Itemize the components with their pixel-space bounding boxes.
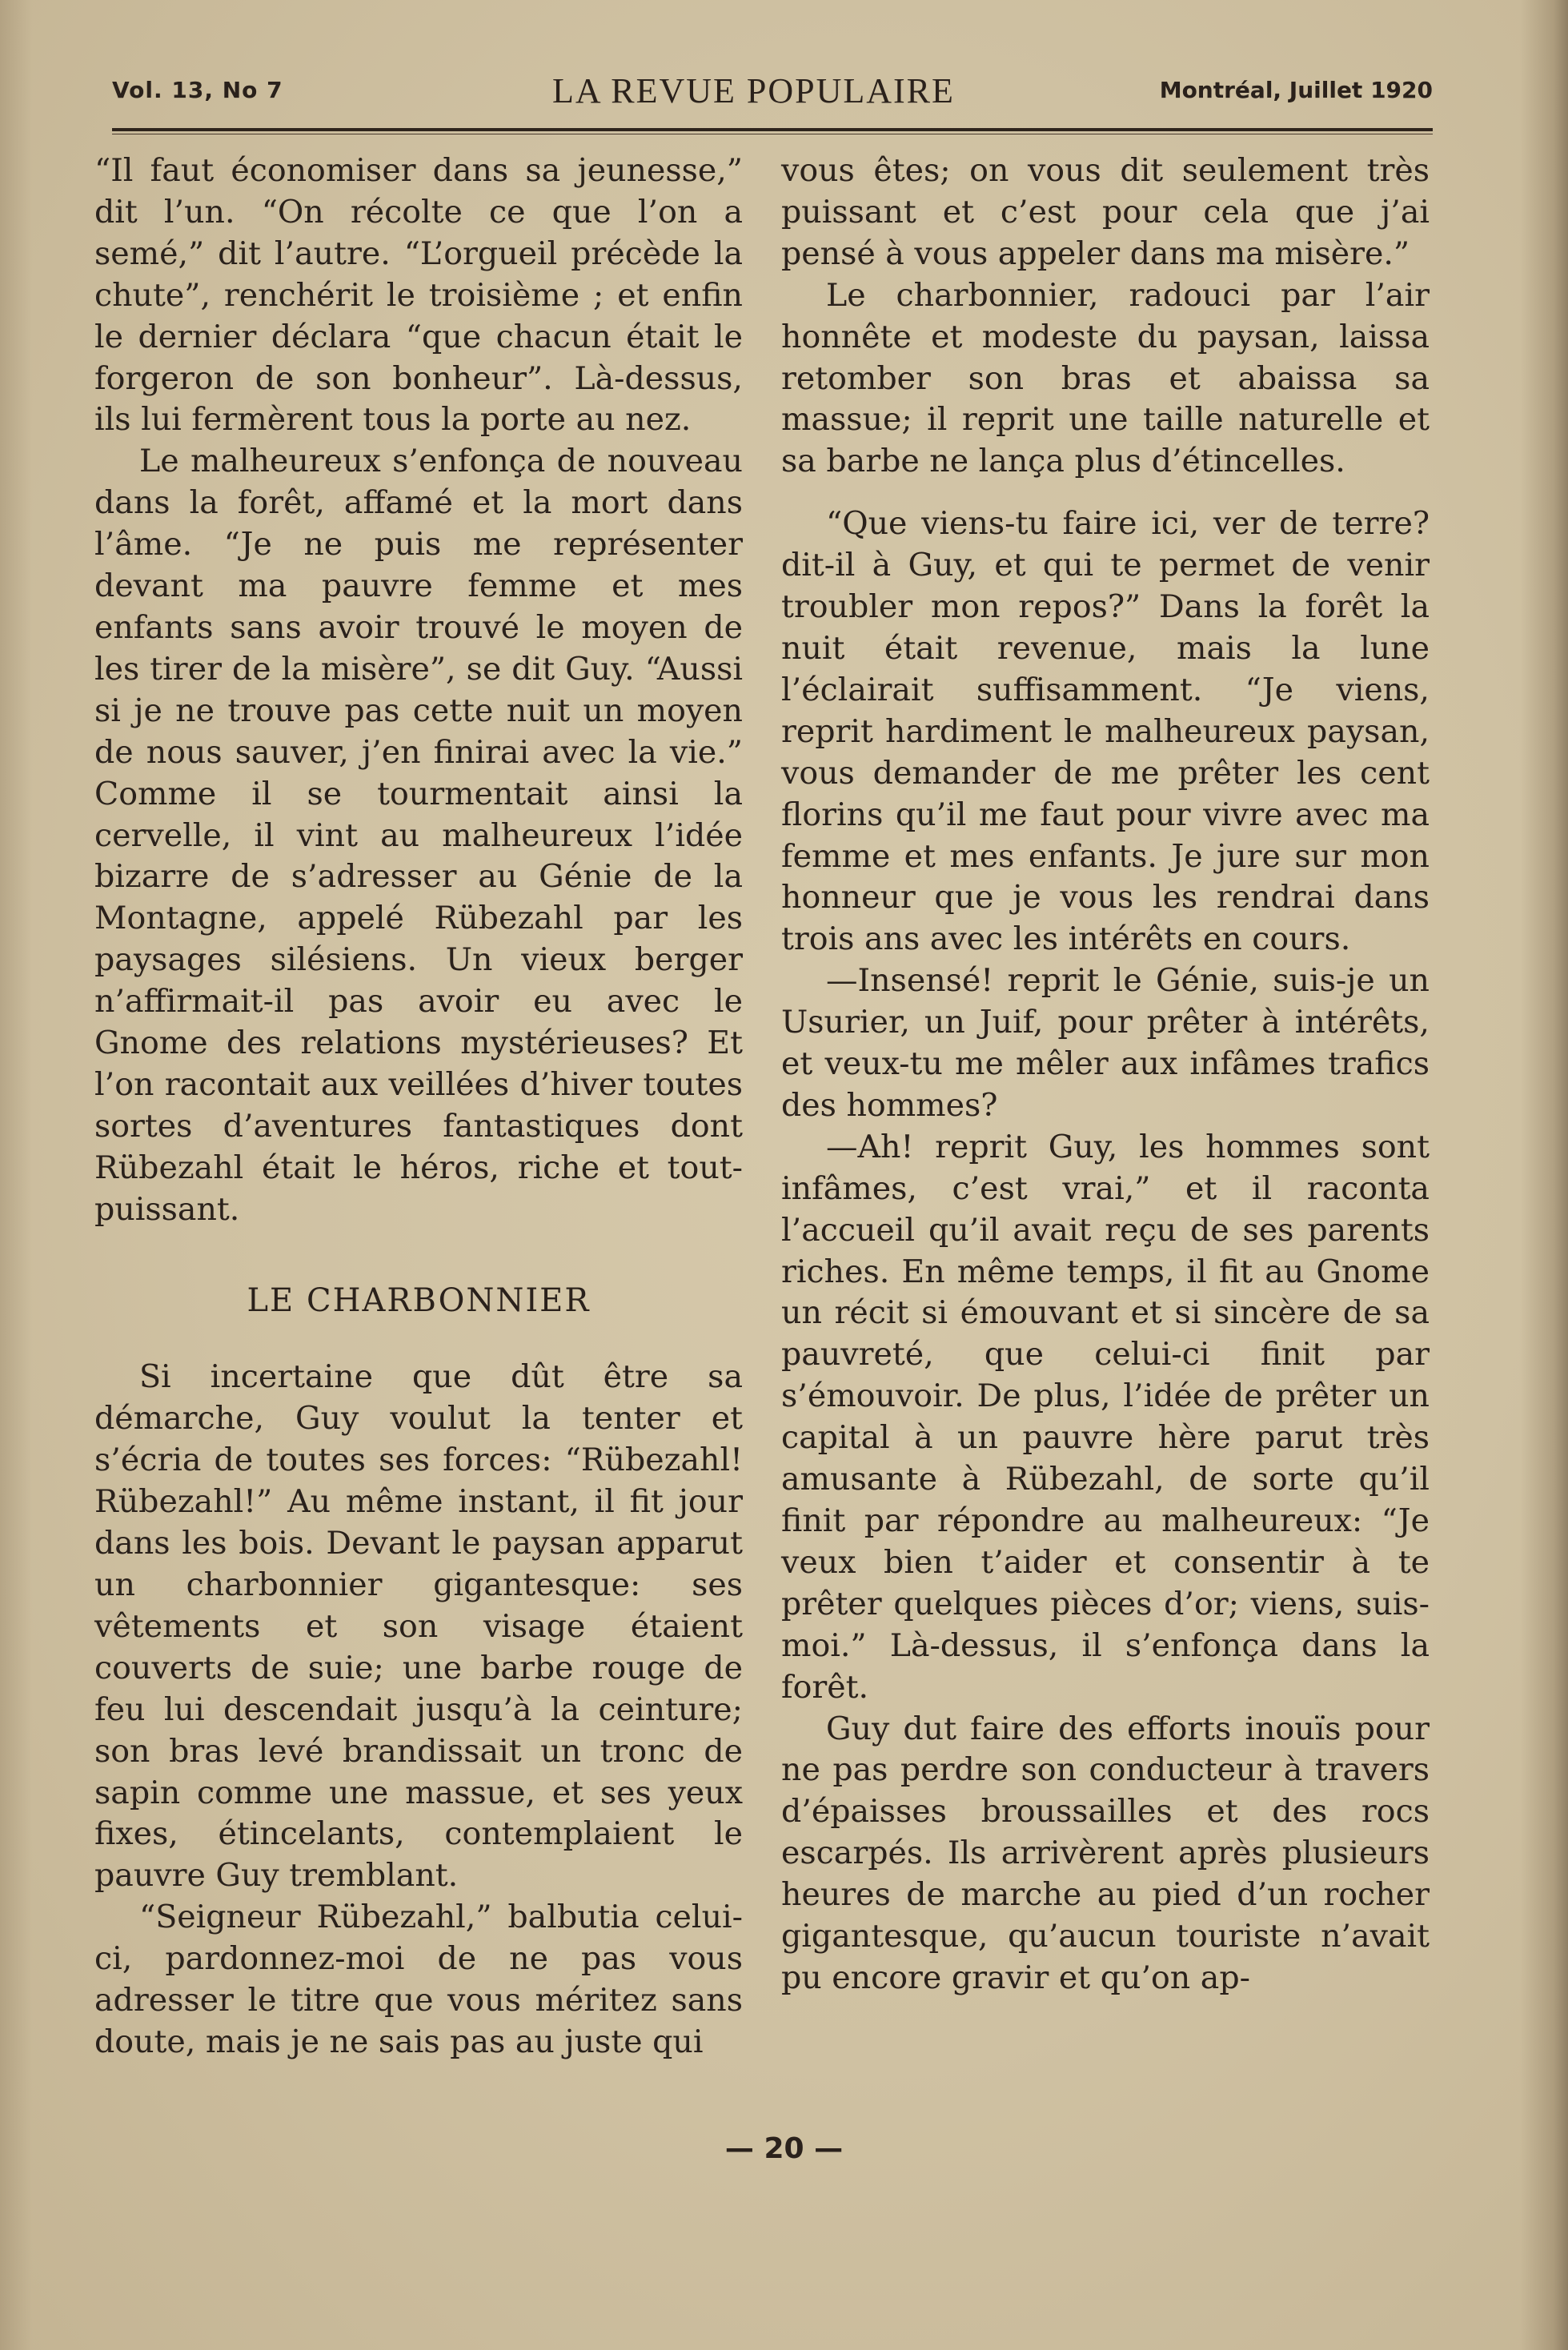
paragraph: “Seigneur Rübezahl,” balbutia celui-ci, pardonnez-moi de ne pas vous adresser le titre que vous méritez sans doute, mais je ne sais pas au juste qui xyxy=(94,1899,743,2060)
paragraph: Guy dut faire des efforts inouïs pour ne pas perdre son conducteur à travers d’épaisses broussailles et des rocs escarpés. Ils arrivèrent après plusieurs heures de marche au pied d’un rocher gigantesque, qu’aucun touriste n’avait pu encore gravir et qu’on ap- xyxy=(781,1710,1430,1996)
issue-date: Montréal, Juillet 1920 xyxy=(1159,77,1433,103)
running-header xyxy=(112,70,1433,118)
section-heading: LE CHARBONNIER xyxy=(247,1281,591,1319)
page-left-shadow xyxy=(0,0,32,2350)
paragraph: Le malheureux s’enfonça de nouveau dans la forêt, affamé et la mort dans l’âme. “Je ne puis me représenter devant ma pauvre femme et mes enfants sans avoir trouvé le moyen de les tirer de la misère”, se dit Guy. “Aussi si je ne trouve pas cette nuit un moyen de nous sauver, j’en finirai avec la vie.” Comme il se tourmentait ainsi la cervelle, il vint au malheureux l’idée bizarre de s’adresser au Génie de la Montagne, appelé Rübezahl par les paysages silésiens. Un vieux berger n’affirmait-il pas avoir eu avec le Gnome des relations mystérieuses? Et l’on racontait aux veillées d’hiver toutes sortes d’aventures fantastiques dont Rübezahl était le héros, riche et tout-puissant. xyxy=(94,443,743,1228)
right-column xyxy=(781,150,1430,1999)
paragraph: vous êtes; on vous dit seulement très puissant et c’est pour cela que j’ai pensé à vous appeler dans ma misère.” xyxy=(781,152,1430,272)
paragraph: Si incertaine que dût être sa démarche, Guy voulut la tenter et s’écria de toutes ses forces: “Rübezahl! Rübezahl!” Au même instant, il fit jour dans les bois. Devant le paysan apparut un charbonnier gigantesque: ses vêtements et son visage étaient couverts de suie; une barbe rouge de feu lui descendait jusqu’à la ceinture; son bras levé brandissait un tronc de sapin comme une massue, et ses yeux fixes, étincelants, contemplaient le pauvre Guy tremblant. xyxy=(94,1358,743,1895)
paragraph: —Ah! reprit Guy, les hommes sont infâmes, c’est vrai,” et il raconta l’accueil qu’il avait reçu de ses parents riches. En même temps, il fit au Gnome un récit si émouvant et si sincère de sa pauvreté, que celui-ci finit par s’émouvoir. De plus, l’idée de prêter un capital à un pauvre hère parut très amusante à Rübezahl, de sorte qu’il finit par répondre au malheureux: “Je veux bien t’aider et consentir à te prêter quelques pièces d’or; viens, suis-moi.” Là-dessus, il s’enfonça dans la forêt. xyxy=(781,1128,1430,1706)
paragraph: —Insensé! reprit le Génie, suis-je un Usurier, un Juif, pour prêter à intérêts, et veux-tu me mêler aux infâmes trafics des hommes? xyxy=(781,962,1430,1124)
paragraph: Le charbonnier, radouci par l’air honnête et modeste du paysan, laissa retomber son bras et abaissa sa massue; il reprit une taille naturelle et sa barbe ne lança plus d’étincelles. xyxy=(781,276,1430,480)
left-column xyxy=(94,150,743,2063)
publication-title: LA REVUE POPULAIRE xyxy=(552,71,955,110)
header-rule xyxy=(112,128,1433,131)
volume-number: Vol. 13, No 7 xyxy=(112,77,283,103)
paragraph: “Il faut économiser dans sa jeunesse,” dit l’un. “On récolte ce que l’on a semé,” dit l’autre. “L’orgueil précède la chute”, renchérit le troisième ; et enfin le dernier déclara “que chacun était le forgeron de son bonheur”. Là-dessus, ils lui fermèrent tous la porte au nez. xyxy=(94,152,743,439)
paragraph: “Que viens-tu faire ici, ver de terre? dit-il à Guy, et qui te permet de venir troubler mon repos?” Dans la forêt la nuit était revenue, mais la lune l’éclairait suffisamment. “Je viens, reprit hardiment le malheureux paysan, vous demander de me prêter les cent florins qu’il me faut pour vivre avec ma femme et mes enfants. Je jure sur mon honneur que je vous les rendrai dans trois ans avec les intérêts en cours. xyxy=(781,505,1430,958)
page-right-shadow xyxy=(1520,0,1568,2350)
page-number: — 20 — xyxy=(724,2132,844,2165)
